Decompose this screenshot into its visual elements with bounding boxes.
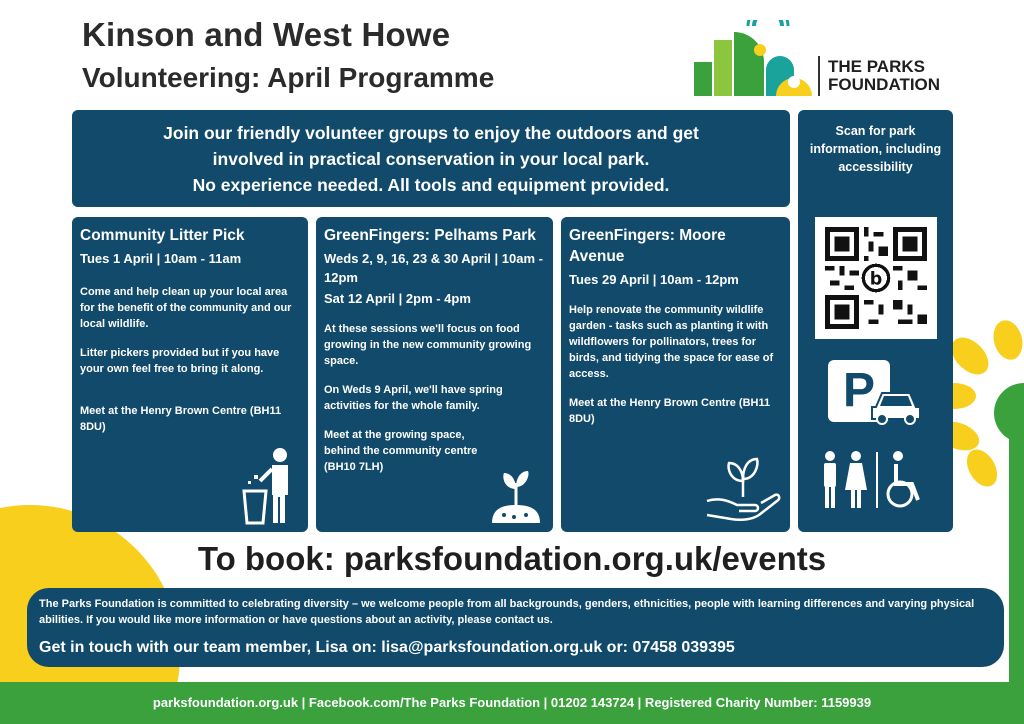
page-subtitle: Volunteering: April Programme [82,62,495,93]
event-note: Litter pickers provided but if you have your own feel free to bring it along. [80,347,280,375]
accessible-toilets-icon [820,450,932,510]
event-title: Community Litter Pick [80,227,245,244]
diversity-panel [27,588,1004,667]
logo-line-2: FOUNDATION [828,75,941,94]
event-card-pelhams-park [316,217,553,532]
logo-wordmark [828,58,940,94]
event-location: Meet at the growing space, behind the community centre (BH10 7LH) [324,429,478,473]
info-sidebar [798,110,953,532]
intro-line-2: involved in practical conservation in your local park. [212,149,650,169]
hand-sprout-icon [703,453,783,529]
event-card-moore-avenue [561,217,790,532]
qr-code[interactable] [815,217,937,339]
parks-foundation-logo-icon [692,20,812,98]
event-card-litter-pick [72,217,308,532]
litter-bin-person-icon [240,445,300,525]
page-title: Kinson and West Howe [82,16,451,53]
event-title: GreenFingers: Moore Avenue [569,227,726,265]
event-description: Help renovate the community wildlife garden - tasks such as planting it with wildflowers for pollinators, trees for birds, and tidying the space for ease of access. [569,304,774,380]
event-location: Meet at the Henry Brown Centre (BH11 8DU) [569,397,771,425]
parking-icon: P [828,360,890,422]
diversity-statement: The Parks Foundation is committed to celebrating diversity – we welcome people from all backgrounds, genders, ethnicities, people with learning differences and varying physical abilities. If you would like more information or have questions about an activity, please contact us. [39,598,975,626]
logo-line-1: THE PARKS [828,57,925,76]
hands-seedling-icon [484,465,548,529]
event-when: Tues 1 April | 10am - 11am [80,251,242,266]
footer-bar: parksfoundation.org.uk | Facebook.com/The Parks Foundation | 01202 143724 | Registered Charity Number: 1159939 [0,682,1024,724]
event-title: GreenFingers: Pelhams Park [324,227,536,244]
qr-code-icon [825,227,927,329]
intro-panel [72,110,790,207]
booking-link[interactable]: To book: parksfoundation.org.uk/events [197,540,827,577]
logo-divider [818,56,820,96]
event-when: Weds 2, 9, 16, 23 & 30 April | 10am - 12pm [324,251,543,285]
event-description: At these sessions we'll focus on food growing in the new community growing space. [324,323,532,367]
intro-line-3: No experience needed. All tools and equipment provided. [192,175,670,195]
event-description: Come and help clean up your local area for the benefit of the community and our local wildlife. [80,286,292,330]
event-note: On Weds 9 April, we'll have spring activities for the whole family. [324,384,503,412]
intro-line-1: Join our friendly volunteer groups to enjoy the outdoors and get [163,123,699,143]
contact-details[interactable]: Get in touch with our team member, Lisa on: lisa@parksfoundation.org.uk or: 07458 039395 [39,639,735,656]
event-when-extra: Sat 12 April | 2pm - 4pm [324,291,471,306]
car-icon [868,385,924,425]
svg-text:b: b [869,269,883,290]
scan-instructions: Scan for park information, including accessibility [809,124,942,174]
event-location: Meet at the Henry Brown Centre (BH11 8DU) [80,405,282,433]
event-when: Tues 29 April | 10am - 12pm [569,272,739,287]
